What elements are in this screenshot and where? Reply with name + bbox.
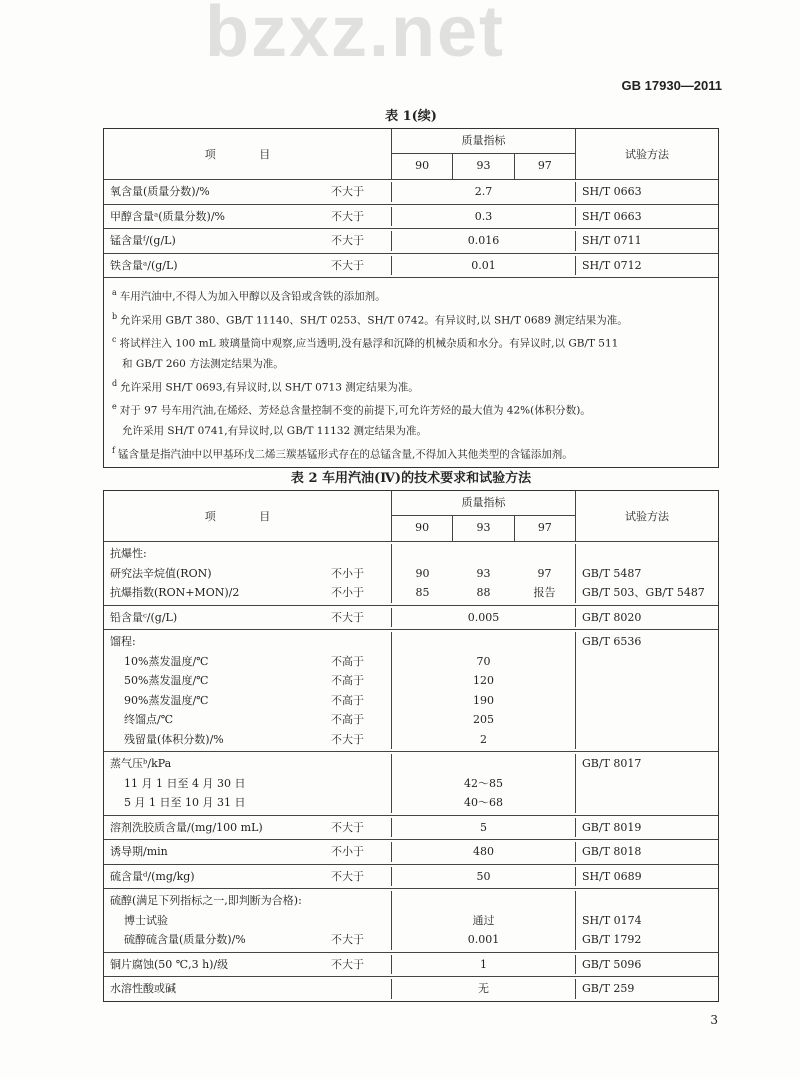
item-label: 溶剂洗胶质含量/(mg/100 mL)	[110, 820, 263, 834]
item-label: 10%蒸发温度/℃	[124, 654, 209, 668]
method-cell	[576, 544, 718, 603]
item-cell	[104, 867, 331, 887]
item-label: 研究法辛烷值(RON)	[110, 566, 212, 580]
limit-cell	[331, 955, 391, 975]
item-cell	[104, 207, 331, 227]
value: 120	[473, 674, 494, 687]
limit-label: 不大于	[331, 234, 364, 247]
item-label: 甲醇含量ᵃ(质量分数)/%	[110, 209, 225, 223]
method-cell	[576, 182, 718, 202]
footnote-text: 允许采用 SH/T 0741,有异议时,以 GB/T 11132 测定结果为准。	[122, 424, 428, 437]
item-cell	[104, 632, 331, 749]
method: SH/T 0711	[582, 234, 642, 247]
value: 0.01	[471, 258, 496, 272]
limit-label: 不大于	[331, 957, 364, 971]
limit-cell	[331, 632, 391, 749]
item-cell	[104, 754, 331, 813]
method-cell	[576, 891, 718, 950]
value: 70	[476, 654, 491, 668]
item-label: 硫醇硫含量(质量分数)/%	[124, 933, 246, 946]
method	[582, 793, 718, 813]
value-cell	[391, 955, 576, 975]
limit-label	[331, 979, 391, 999]
item-cell	[104, 891, 331, 950]
footnote-text: 将试样注入 100 mL 玻璃量筒中观察,应当透明,没有悬浮和沉降的机械杂质和水分。有异议时,以 GB/T 511	[119, 337, 619, 350]
header-grade: 97	[514, 516, 575, 541]
table-row	[104, 864, 718, 889]
value	[392, 632, 575, 652]
method: GB/T 8019	[582, 820, 642, 834]
limit-cell	[331, 544, 391, 603]
footnote-text: 对于 97 号车用汽油,在烯烃、芳烃总含量控制不变的前提下,可允许芳烃的最大值为 42%(体积分数)。	[119, 404, 591, 417]
limit-label	[331, 911, 391, 931]
method: GB/T 8018	[582, 845, 642, 858]
value: 0.016	[467, 234, 500, 247]
limit-label: 不小于	[331, 566, 364, 580]
item-label: 氧含量(质量分数)/%	[110, 185, 210, 198]
item-label: 蒸气压ᵇ/kPa	[110, 757, 172, 770]
table-body	[104, 129, 718, 277]
table-row	[104, 541, 718, 605]
item-cell	[104, 955, 331, 975]
method: SH/T 0689	[582, 869, 642, 883]
grade-value: 97	[537, 566, 552, 580]
item-label: 诱导期/min	[110, 845, 168, 858]
limit-cell	[331, 867, 391, 887]
limit-label: 不高于	[331, 693, 364, 707]
value	[392, 754, 575, 774]
limit-label	[331, 891, 391, 911]
header-quality-label: 质量指标	[392, 491, 575, 516]
watermark: bzxz.net	[205, 0, 506, 72]
value-cell	[391, 754, 576, 813]
item-label: 锰含量ᶠ/(g/L)	[110, 234, 176, 247]
method: GB/T 6536	[582, 635, 642, 648]
limit-cell	[331, 891, 391, 950]
page-content	[103, 106, 719, 1002]
limit-cell	[331, 979, 391, 999]
method: GB/T 5096	[582, 957, 642, 971]
header-quality	[391, 491, 576, 541]
method-cell	[576, 754, 718, 813]
table-notes	[104, 277, 718, 467]
method: GB/T 503、GB/T 5487	[582, 586, 705, 599]
table-row	[104, 228, 718, 253]
limit-label: 不小于	[331, 845, 364, 858]
item-label: 残留量(体积分数)/%	[124, 732, 224, 746]
footnote-mark: a	[112, 288, 117, 297]
item-cell	[104, 182, 331, 202]
method-cell	[576, 231, 718, 251]
limit-label: 不大于	[331, 933, 364, 946]
value-cell	[391, 231, 576, 251]
footnote	[112, 307, 710, 331]
limit-label: 不大于	[331, 820, 364, 834]
footnote-text: 车用汽油中,不得人为加入甲醇以及含铅或含铁的添加剂。	[119, 290, 386, 303]
method: SH/T 0712	[582, 258, 642, 272]
footnote	[112, 397, 710, 441]
table-row	[104, 839, 718, 864]
value: 190	[473, 693, 494, 707]
method: GB/T 1792	[582, 933, 642, 946]
method	[582, 730, 718, 750]
value-cell	[391, 979, 576, 999]
limit-label	[331, 793, 391, 813]
item-label: 铜片腐蚀(50 ℃,3 h)/级	[110, 957, 229, 971]
item-label: 抗爆性:	[110, 547, 147, 560]
value: 2	[480, 732, 487, 746]
method	[582, 544, 718, 564]
limit-label	[331, 774, 391, 794]
limit-cell	[331, 608, 391, 628]
item-label: 铅含量ᶜ/(g/L)	[110, 610, 178, 624]
item-label: 终馏点/℃	[124, 713, 174, 726]
limit-label: 不大于	[331, 610, 364, 624]
value: 50	[476, 869, 491, 883]
page-number: 3	[710, 1013, 718, 1027]
table-row	[104, 976, 718, 1001]
value-cell	[391, 842, 576, 862]
limit-label: 不大于	[331, 258, 364, 272]
grade-values	[392, 564, 575, 584]
method-cell	[576, 818, 718, 838]
limit-label	[331, 754, 391, 774]
limit-cell	[331, 231, 391, 251]
header-method: 试验方法	[625, 148, 669, 161]
value: 480	[473, 845, 494, 858]
footnote-text: 允许采用 GB/T 380、GB/T 11140、SH/T 0253、SH/T 0742。有异议时,以 SH/T 0689 测定结果为准。	[120, 314, 628, 326]
item-cell	[104, 231, 331, 251]
value	[392, 544, 575, 564]
footnote-mark: e	[112, 402, 117, 411]
header-grade: 93	[452, 154, 513, 179]
value: 0.001	[467, 933, 500, 946]
value-cell	[391, 891, 576, 950]
limit-cell	[331, 842, 391, 862]
method-cell	[576, 867, 718, 887]
footnote-mark: d	[112, 378, 118, 388]
footnote	[112, 330, 710, 374]
header-grades	[392, 516, 575, 541]
value: 2.7	[474, 185, 493, 198]
method: SH/T 0174	[582, 913, 642, 927]
value: 通过	[472, 913, 495, 927]
table1	[103, 128, 719, 468]
item-label: 博士试验	[124, 913, 168, 927]
limit-label: 不大于	[331, 869, 364, 883]
method	[582, 691, 718, 711]
method	[582, 652, 718, 672]
limit-label: 不大于	[331, 185, 364, 198]
method	[582, 710, 718, 730]
limit-cell	[331, 182, 391, 202]
table-row	[104, 751, 718, 815]
value: 0.3	[474, 209, 493, 223]
limit-cell	[331, 256, 391, 276]
item-cell	[104, 608, 331, 628]
method: GB/T 8020	[582, 610, 642, 624]
limit-label: 不大于	[331, 732, 364, 746]
header-method: 试验方法	[625, 510, 669, 523]
table-row	[104, 253, 718, 278]
item-label: 硫醇(满足下列指标之一,即判断为合格):	[110, 894, 302, 907]
value-cell	[391, 256, 576, 276]
item-label: 抗爆指数(RON+MON)/2	[110, 586, 240, 599]
grade-values	[392, 583, 575, 603]
value: 40～68	[464, 796, 503, 809]
footnote-mark: b	[112, 311, 118, 321]
item-cell	[104, 818, 331, 838]
grade-value: 报告	[533, 586, 556, 599]
method-cell	[576, 979, 718, 999]
standard-number: GB 17930—2011	[621, 78, 722, 93]
method-cell	[576, 256, 718, 276]
item-label: 11 月 1 日至 4 月 30 日	[124, 776, 246, 790]
table-row	[104, 629, 718, 751]
limit-label	[331, 632, 391, 652]
item-label: 铁含量ᵃ/(g/L)	[110, 258, 178, 272]
table-header	[104, 491, 718, 541]
header-quality-label: 质量指标	[392, 129, 575, 154]
value: 5	[480, 820, 487, 834]
grade-value: 93	[476, 566, 491, 580]
method	[582, 891, 718, 911]
method	[582, 671, 718, 691]
value-cell	[391, 632, 576, 749]
limit-label: 不高于	[331, 713, 364, 726]
method	[582, 774, 718, 794]
method: GB/T 5487	[582, 566, 642, 580]
value-cell	[391, 867, 576, 887]
value-cell	[391, 818, 576, 838]
item-label: 水溶性酸或碱	[110, 982, 176, 995]
footnote-mark: c	[112, 335, 117, 344]
method-cell	[576, 608, 718, 628]
table-row	[104, 204, 718, 229]
item-label: 硫含量ᵈ/(mg/kg)	[110, 869, 195, 883]
footnote	[112, 283, 710, 307]
method: SH/T 0663	[582, 209, 642, 223]
table-row	[104, 815, 718, 840]
item-cell	[104, 842, 331, 862]
limit-label: 不高于	[331, 654, 364, 668]
item-label: 5 月 1 日至 10 月 31 日	[124, 796, 246, 809]
item-cell	[104, 979, 331, 999]
limit-label: 不大于	[331, 209, 364, 223]
value: 1	[480, 957, 487, 971]
header-item: 项 目	[204, 148, 291, 161]
footnote	[112, 374, 710, 398]
method-cell	[576, 632, 718, 749]
footnote-mark: f	[112, 445, 115, 455]
table-row	[104, 888, 718, 952]
method-cell	[576, 955, 718, 975]
limit-label: 不高于	[331, 674, 364, 687]
table-body	[104, 491, 718, 1001]
value-cell	[391, 608, 576, 628]
footnote-text: 锰含量是指汽油中以甲基环戊二烯三羰基锰形式存在的总锰含量,不得加入其他类型的含锰添加剂。	[117, 448, 573, 460]
limit-cell	[331, 207, 391, 227]
method-cell	[576, 207, 718, 227]
header-grade: 90	[415, 159, 430, 172]
value: 42～85	[464, 776, 503, 790]
table2-caption: 表 2 车用汽油(Ⅳ)的技术要求和试验方法	[290, 471, 532, 486]
footnote-text: 允许采用 SH/T 0693,有异议时,以 SH/T 0713 测定结果为准。	[120, 381, 419, 393]
header-grade: 90	[415, 521, 430, 534]
item-cell	[104, 256, 331, 276]
item-cell	[104, 544, 331, 603]
header-grades	[392, 154, 575, 179]
item-label: 50%蒸发温度/℃	[124, 674, 209, 687]
table-row	[104, 179, 718, 204]
header-grade: 93	[452, 516, 513, 541]
method: GB/T 259	[582, 982, 635, 995]
value: 无	[478, 982, 489, 995]
header-item: 项 目	[204, 510, 291, 523]
value-cell	[391, 207, 576, 227]
header-quality	[391, 129, 576, 179]
table-row	[104, 605, 718, 630]
limit-label: 不小于	[331, 586, 364, 599]
value: 0.005	[467, 610, 500, 624]
value-cell	[391, 182, 576, 202]
grade-value: 85	[415, 586, 430, 599]
grade-value: 90	[415, 566, 430, 580]
table-header	[104, 129, 718, 179]
value-cell	[391, 544, 576, 603]
method: GB/T 8017	[582, 757, 642, 770]
method: SH/T 0663	[582, 185, 642, 198]
table-row	[104, 952, 718, 977]
table1-caption: 表 1(续)	[385, 109, 437, 124]
item-label: 90%蒸发温度/℃	[124, 693, 209, 707]
method-cell	[576, 842, 718, 862]
value: 205	[473, 713, 494, 726]
table2	[103, 490, 719, 1002]
header-grade: 97	[514, 154, 575, 179]
footnote-text: 和 GB/T 260 方法测定结果为准。	[122, 357, 284, 370]
limit-cell	[331, 818, 391, 838]
limit-cell	[331, 754, 391, 813]
item-label: 馏程:	[110, 635, 136, 648]
limit-label	[331, 544, 391, 564]
footnote	[112, 441, 710, 465]
value	[392, 891, 575, 911]
grade-value: 88	[476, 586, 491, 599]
